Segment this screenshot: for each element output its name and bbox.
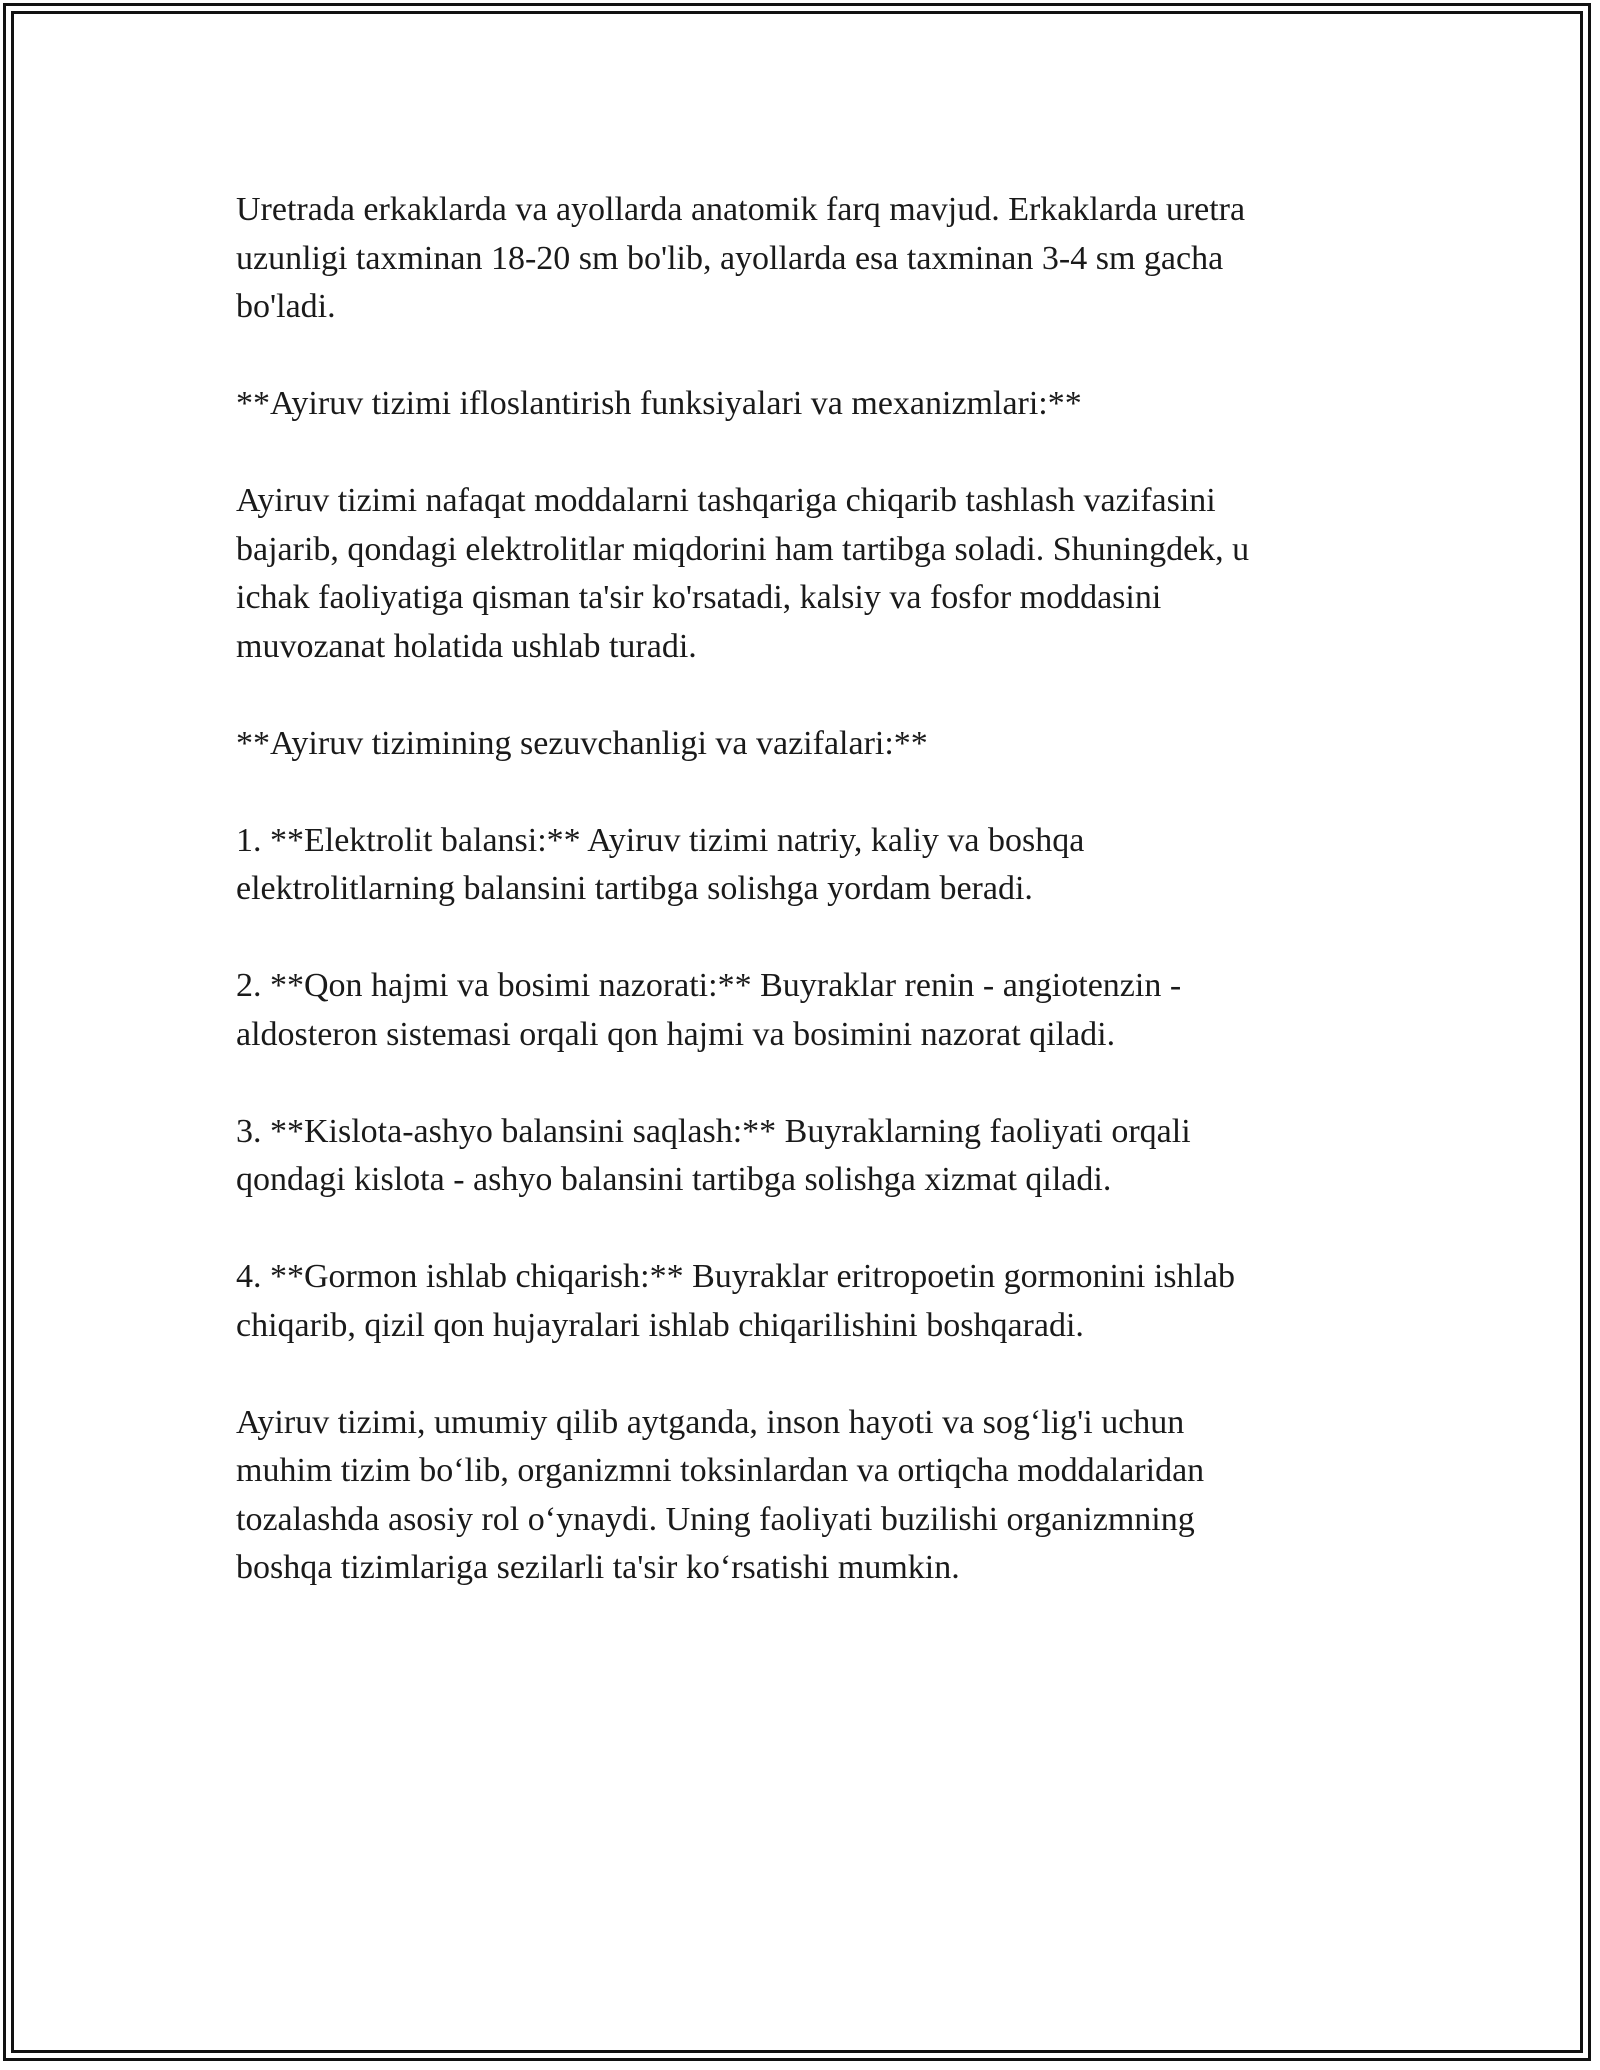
paragraph-conclusion: Ayiruv tizimi, umumiy qilib aytganda, inson hayoti va sog‘lig'i uchun muhim tizim bo‘lib, organizmni toksinlardan va ortiqcha moddalaridan tozalashda asosiy rol o‘ynaydi. Uning faoliyati buzilishi organizmning boshqa tizimlariga sezilarli ta'sir ko‘rsatishi mumkin.: [236, 1403, 1205, 1586]
list-item-electrolyte-balance: 1. **Elektrolit balansi:** Ayiruv tizimi natriy, kaliy va boshqa elektrolitlarning balansini tartibga solishga yordam beradi.: [236, 821, 1085, 907]
heading-sensitivity-tasks: **Ayiruv tizimining sezuvchanligi va vazifalari:**: [236, 724, 928, 762]
list-item-blood-volume-pressure: 2. **Qon hajmi va bosimi nazorati:** Buyraklar renin - angiotenzin - aldosteron sistemasi orqali qon hajmi va bosimini nazorat qiladi.: [236, 967, 1182, 1053]
list-item-acid-base-balance: 3. **Kislota-ashyo balansini saqlash:** Buyraklarning faoliyati orqali qondagi kislota - ashyo balansini tartibga solishga xizmat qiladi.: [236, 1112, 1191, 1198]
heading-functions-mechanisms: **Ayiruv tizimi ifloslantirish funksiyalari va mexanizmlari:**: [236, 385, 1082, 422]
paragraph-urethra-anatomy: Uretrada erkaklarda va ayollarda anatomik farq mavjud. Erkaklarda uretra uzunligi taxminan 18-20 sm bo'lib, ayollarda esa taxminan 3-4 sm gacha bo'ladi.: [236, 191, 1246, 325]
paragraph-excretory-overview: Ayiruv tizimi nafaqat moddalarni tashqariga chiqarib tashlash vazifasini bajarib, qondagi elektrolitlar miqdorini ham tartibga soladi. Shuningdek, u ichak faoliyatiga qisman ta'sir ko'rsatadi, kalsiy va fosfor moddasini muvozanat holatida ushlab turadi.: [236, 482, 1250, 665]
document-body: [236, 186, 1356, 1641]
list-item-hormone-production: 4. **Gormon ishlab chiqarish:** Buyraklar eritropoetin gormonini ishlab chiqarib, qizil qon hujayralari ishlab chiqarilishini boshqaradi.: [236, 1258, 1236, 1344]
